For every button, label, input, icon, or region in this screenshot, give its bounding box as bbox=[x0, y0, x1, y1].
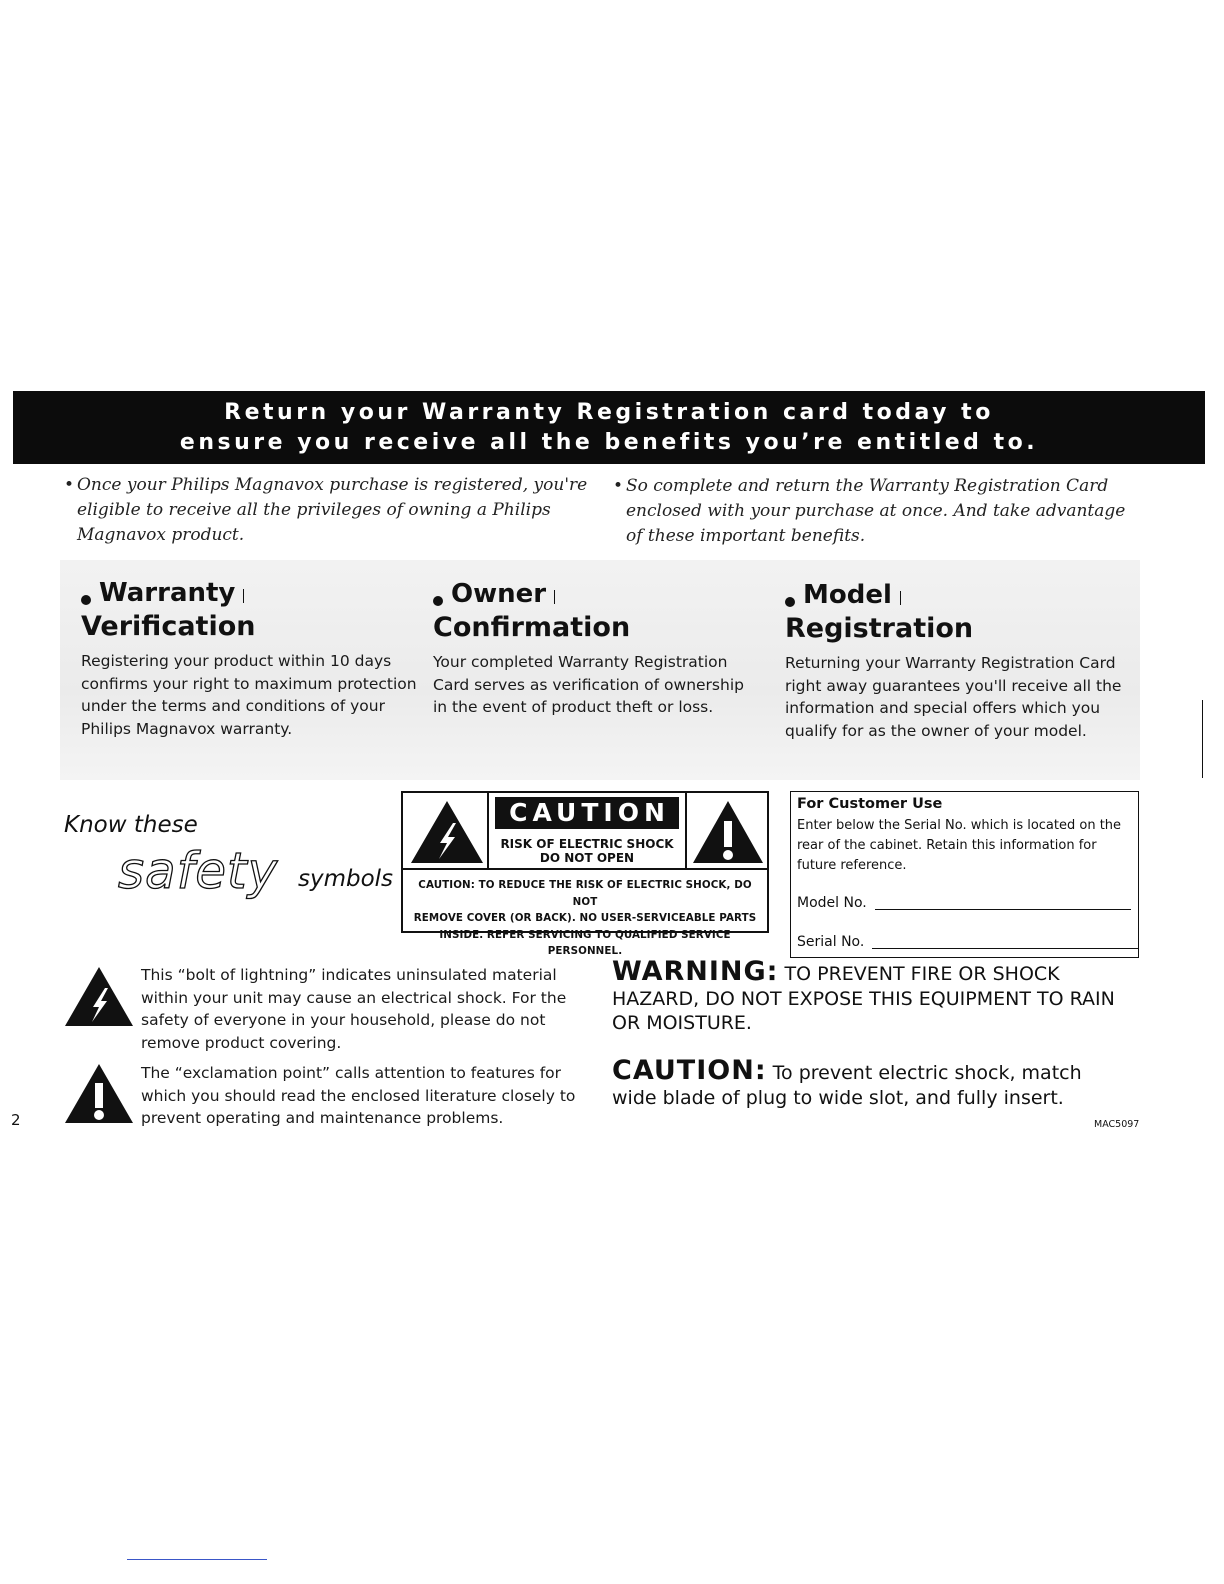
shock-line-1: RISK OF ELECTRIC SHOCK bbox=[500, 837, 674, 851]
footnote-rule bbox=[127, 1559, 267, 1560]
benefit-warranty-verification bbox=[81, 578, 421, 740]
intro-left-text: Once your Philips Magnavox purchase is registered, you're eligible to receive all the privileges of owning a Philips Magnavox product. bbox=[77, 475, 588, 545]
document-code: MAC5097 bbox=[1094, 1119, 1140, 1130]
caution-notice-text: To prevent electric shock, match wide blade of plug to wide slot, and fully insert. bbox=[612, 1062, 1082, 1109]
scan-edge-mark bbox=[1202, 700, 1203, 778]
warranty-banner bbox=[13, 391, 1205, 464]
serial-number-label: Serial No. bbox=[797, 934, 865, 950]
serial-number-field[interactable] bbox=[797, 934, 1138, 950]
benefit-heading-1: Model bbox=[803, 580, 892, 610]
symbols-word: symbols bbox=[298, 866, 394, 892]
benefit-heading-1: Warranty bbox=[99, 578, 236, 608]
exclamation-triangle-icon bbox=[691, 799, 765, 865]
warning-notice bbox=[612, 956, 1132, 1036]
benefit-body: Returning your Warranty Registration Card right away guarantees you'll receive all the information and special offers which you qualify for as the owner of your model. bbox=[785, 654, 1122, 740]
lightning-triangle-icon bbox=[409, 799, 485, 865]
exclamation-explanation: The “exclamation point” calls attention to features for which you should read the enclosed literature closely to prevent operating and maintenance problems. bbox=[141, 1064, 576, 1127]
caution-title: CAUTION bbox=[495, 797, 679, 829]
exclamation-triangle-icon bbox=[64, 1063, 134, 1124]
intro-left: • Once your Philips Magnavox purchase is registered, you're eligible to receive all the privileges of owning a Philips Magnavox product. bbox=[64, 475, 588, 545]
banner-line-1: Return your Warranty Registration card today to bbox=[224, 400, 994, 425]
bullet-dot-icon bbox=[433, 596, 443, 606]
benefit-heading-1: Owner bbox=[451, 579, 547, 609]
page-number: 2 bbox=[11, 1111, 21, 1129]
caution-instructions: CAUTION: TO REDUCE THE RISK OF ELECTRIC SHOCK, DO NOT REMOVE COVER (OR BACK). NO USER-SERVICEABLE PARTS INSIDE. REFER SERVICING TO QUALIFIED SERVICE PERSONNEL. bbox=[413, 879, 757, 957]
caution-notice bbox=[612, 1055, 1132, 1111]
customer-use-box bbox=[790, 791, 1139, 958]
know-these-label: Know these bbox=[64, 812, 198, 838]
benefit-heading-2: Confirmation bbox=[433, 612, 631, 643]
benefit-heading-2: Registration bbox=[785, 613, 974, 644]
lightning-triangle-icon bbox=[64, 966, 134, 1027]
customer-use-description: Enter below the Serial No. which is located on the rear of the cabinet. Retain this information for future reference. bbox=[797, 818, 1122, 873]
model-number-field[interactable] bbox=[797, 895, 1131, 911]
bullet-dot-icon bbox=[785, 597, 795, 607]
benefit-model-registration bbox=[785, 580, 1125, 742]
lightning-explanation: This “bolt of lightning” indicates uninsulated material within your unit may cause an electrical shock. For the safety of everyone in your household, please do not remove product covering. bbox=[141, 966, 567, 1052]
warning-text: TO PREVENT FIRE OR SHOCK HAZARD, DO NOT EXPOSE THIS EQUIPMENT TO RAIN OR MOISTURE. bbox=[612, 963, 1115, 1034]
caution-notice-label: CAUTION: bbox=[612, 1055, 767, 1086]
caution-label bbox=[401, 791, 769, 957]
intro-right: • So complete and return the Warranty Registration Card enclosed with your purchase at once. And take advantage of these important benefits. bbox=[613, 476, 1126, 546]
safety-word: safety bbox=[118, 842, 279, 900]
benefit-owner-confirmation bbox=[433, 579, 773, 719]
shock-line-2: DO NOT OPEN bbox=[539, 851, 635, 865]
benefit-body: Your completed Warranty Registration Card serves as verification of ownership in the event of product theft or loss. bbox=[433, 653, 744, 716]
intro-right-text: So complete and return the Warranty Registration Card enclosed with your purchase at once. And take advantage of these important benefits. bbox=[626, 476, 1126, 546]
bullet-dot-icon bbox=[81, 595, 91, 605]
banner-line-2: ensure you receive all the benefits you’re entitled to. bbox=[179, 430, 1039, 455]
benefit-body: Registering your product within 10 days confirms your right to maximum protection under the terms and conditions of your Philips Magnavox warranty. bbox=[81, 652, 417, 738]
benefit-heading-2: Verification bbox=[81, 611, 256, 642]
customer-use-title: For Customer Use bbox=[797, 796, 943, 812]
warning-label: WARNING: bbox=[612, 956, 779, 987]
model-number-label: Model No. bbox=[797, 895, 867, 911]
